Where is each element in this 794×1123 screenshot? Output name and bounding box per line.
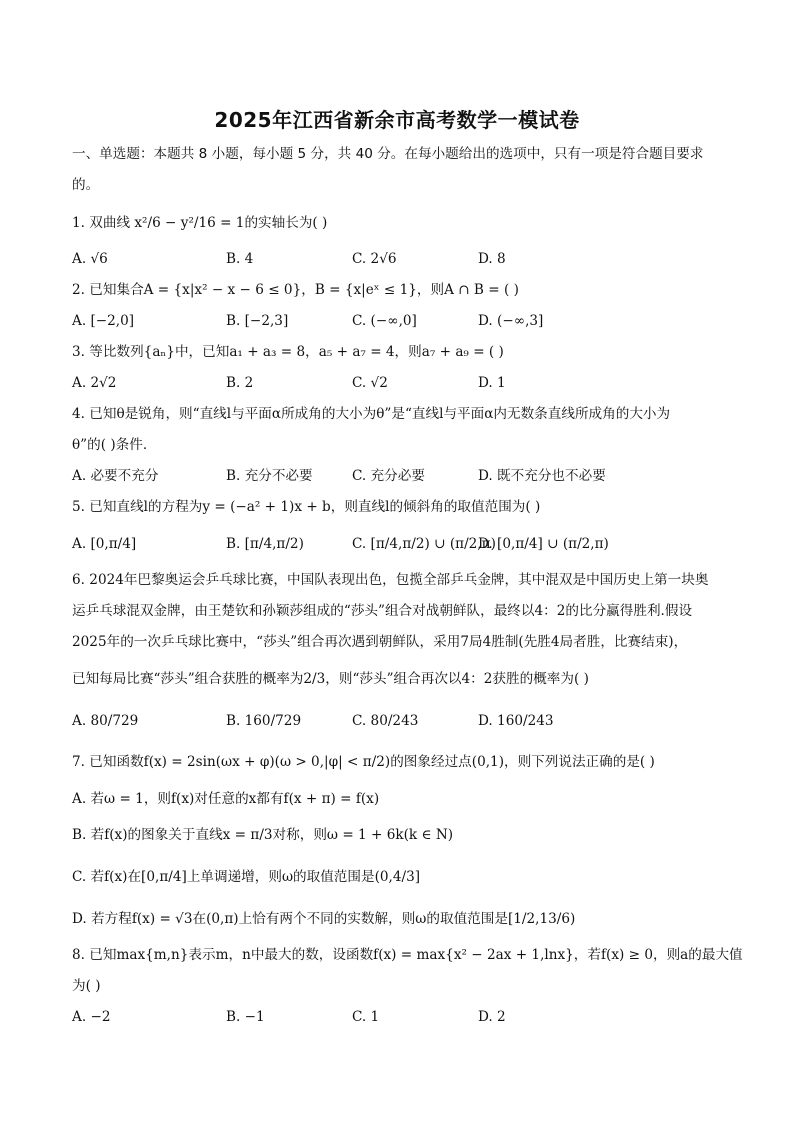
question-4-option-d: D. 既不充分也不必要: [478, 468, 606, 484]
question-4-option-c: C. 充分必要: [352, 468, 425, 484]
question-5-option-d: D. [0,π/4] ∪ (π/2,π): [478, 536, 609, 552]
question-3-option-a: A. 2√2: [72, 375, 117, 391]
question-7-option-a: A. 若ω = 1，则f(x)对任意的x都有f(x + π) = f(x): [72, 791, 380, 807]
question-6-stem-line-4: 已知每局比赛“莎头”组合获胜的概率为2/3，则“莎头”组合再次以4：2获胜的概率为( ): [72, 671, 589, 687]
question-6-stem-line-3: 2025年的一次乒乓球比赛中，“莎头”组合再次遇到朝鲜队，采用7局4胜制(先胜4局者胜，比赛结束)，: [72, 634, 688, 650]
question-8-option-c: C. 1: [352, 1009, 380, 1025]
question-4-stem-line-2: θ”的( )条件．: [72, 437, 157, 453]
question-6-option-c: C. 80/243: [352, 713, 419, 729]
question-1-option-d: D. 8: [478, 251, 506, 267]
question-1-stem: 1. 双曲线 x²/6 − y²/16 = 1的实轴长为( ): [72, 215, 328, 231]
question-3-option-d: D. 1: [478, 375, 506, 391]
question-7-stem: 7. 已知函数f(x) = 2sin(ωx + φ)(ω > 0,|φ| < π/2)的图象经过点(0,1)，则下列说法正确的是( ): [72, 754, 655, 770]
question-6-stem-line-2: 运乒乓球混双金牌，由王楚钦和孙颖莎组成的“莎头”组合对战朝鲜队，最终以4：2的比分赢得胜利.假设: [72, 603, 693, 619]
question-2-stem: 2. 已知集合A = {x|x² − x − 6 ≤ 0}，B = {x|eˣ ≤ 1}，则A ∩ B = ( ): [72, 282, 519, 298]
question-5-option-b: B. [π/4,π/2): [226, 536, 304, 552]
question-5-option-a: A. [0,π/4]: [72, 536, 137, 552]
question-4-stem-line-1: 4. 已知θ是锐角，则“直线l与平面α所成角的大小为θ”是“直线l与平面α内无数条直线所成角的大小为: [72, 406, 671, 422]
question-8-stem-line-1: 8. 已知max{m,n}表示m，n中最大的数，设函数f(x) = max{x² − 2ax + 1,lnx}，若f(x) ≥ 0，则a的最大值: [72, 947, 743, 963]
question-4-option-b: B. 充分不必要: [226, 468, 313, 484]
question-2-option-d: D. (−∞,3]: [478, 313, 544, 329]
question-2-option-c: C. (−∞,0]: [352, 313, 417, 329]
question-1-option-a: A. √6: [72, 251, 108, 267]
question-6-option-d: D. 160/243: [478, 713, 554, 729]
question-4-option-a: A. 必要不充分: [72, 468, 159, 484]
question-5-option-c: C. [π/4,π/2) ∪ (π/2,π): [352, 536, 496, 552]
question-3-option-b: B. 2: [226, 375, 254, 391]
question-3-stem: 3. 等比数列{aₙ}中，已知a₁ + a₃ = 8，a₅ + a₇ = 4，则a₇ + a₉ = ( ): [72, 344, 504, 360]
section-heading-line-1: 一、单选题：本题共 8 小题，每小题 5 分，共 40 分。在每小题给出的选项中，只有一项是符合题目要求: [72, 146, 704, 162]
question-3-option-c: C. √2: [352, 375, 388, 391]
question-6-option-b: B. 160/729: [226, 713, 302, 729]
question-5-stem: 5. 已知直线l的方程为y = (−a² + 1)x + b，则直线l的倾斜角的取值范围为( ): [72, 499, 541, 515]
question-8-option-a: A. −2: [72, 1009, 111, 1025]
question-1-option-b: B. 4: [226, 251, 254, 267]
question-7-option-b: B. 若f(x)的图象关于直线x = π/3对称，则ω = 1 + 6k(k ∈ N): [72, 827, 454, 843]
question-7-option-c: C. 若f(x)在[0,π/4]上单调递增，则ω的取值范围是(0,4/3]: [72, 869, 421, 885]
question-6-stem-line-1: 6. 2024年巴黎奥运会乒乓球比赛，中国队表现出色，包揽全部乒乓金牌，其中混双是中国历史上第一块奥: [72, 572, 709, 588]
question-2-option-b: B. [−2,3]: [226, 313, 289, 329]
section-heading-line-2: 的。: [72, 177, 100, 193]
question-1-option-c: C. 2√6: [352, 251, 397, 267]
question-7-option-d: D. 若方程f(x) = √3在(0,π)上恰有两个不同的实数解，则ω的取值范围是[1/2,13/6): [72, 911, 576, 927]
question-8-option-b: B. −1: [226, 1009, 265, 1025]
question-6-option-a: A. 80/729: [72, 713, 139, 729]
question-8-stem-line-2: 为( ): [72, 978, 101, 994]
question-2-option-a: A. [−2,0]: [72, 313, 135, 329]
page-title: 2025年江西省新余市高考数学一模试卷: [214, 108, 580, 132]
question-8-option-d: D. 2: [478, 1009, 506, 1025]
